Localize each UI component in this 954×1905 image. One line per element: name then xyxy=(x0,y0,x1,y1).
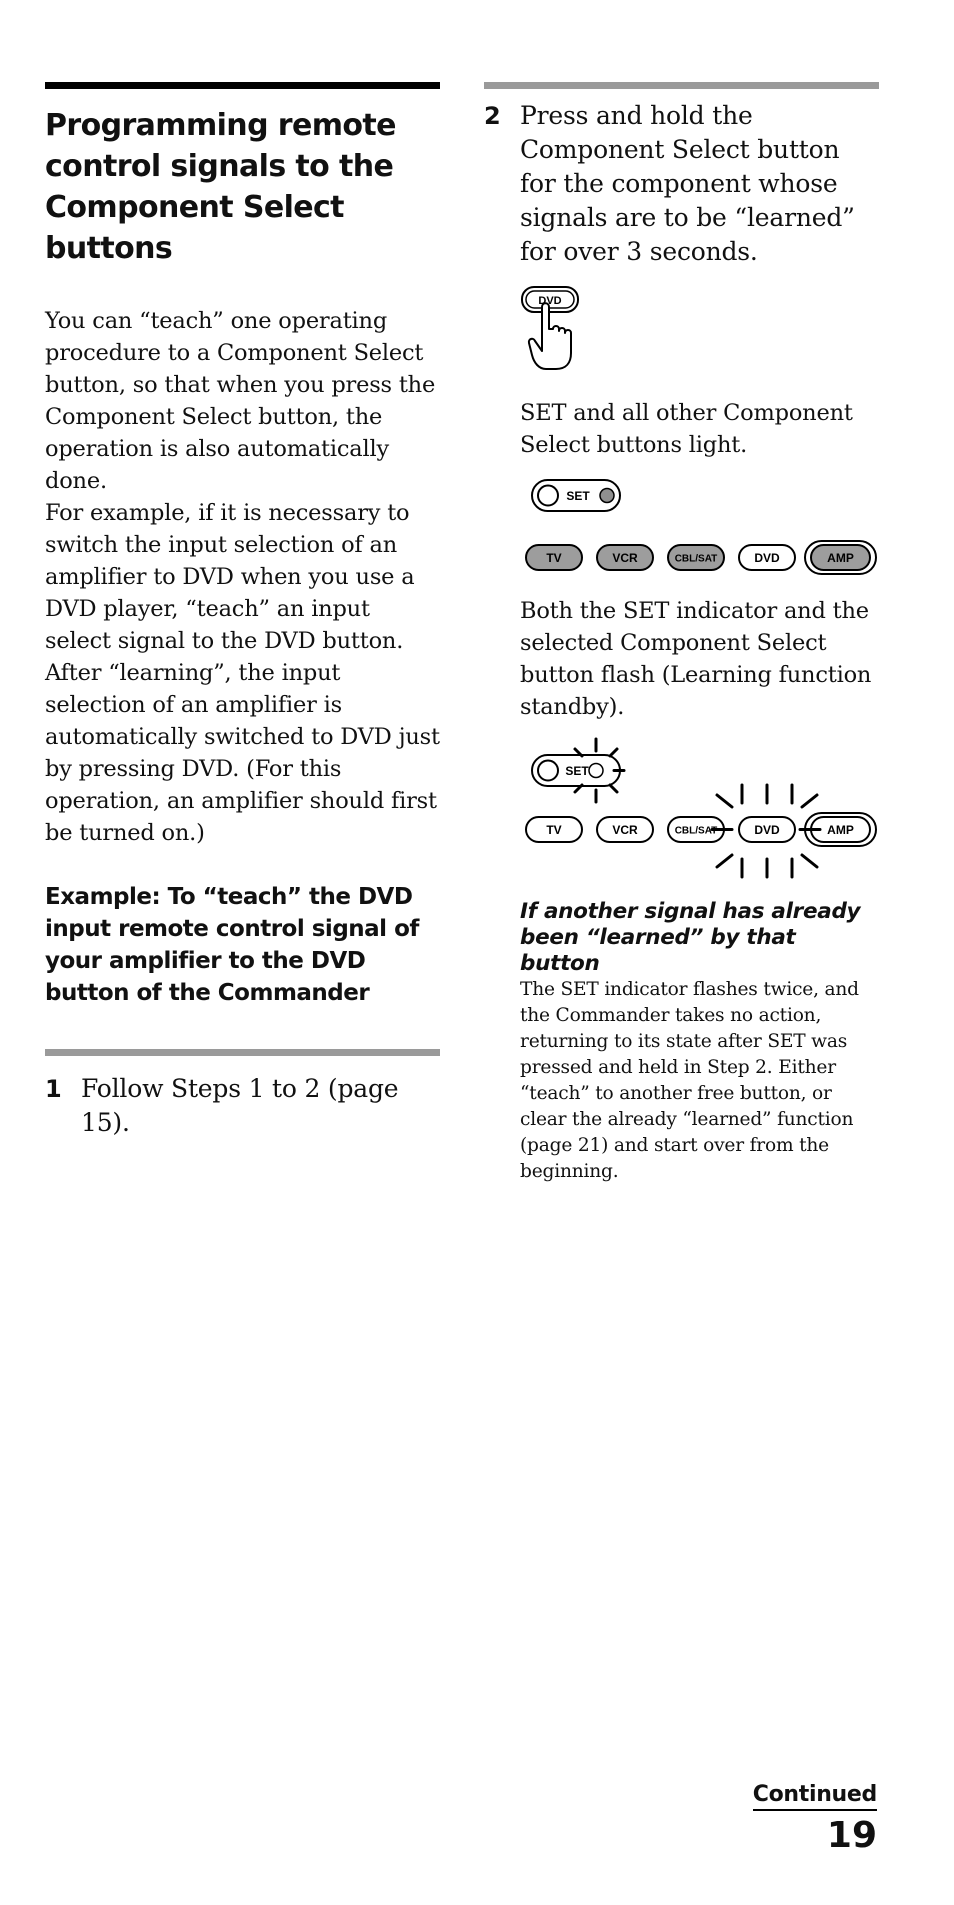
amp-button-label: AMP xyxy=(827,823,854,837)
dvd-button-label: DVD xyxy=(538,295,562,307)
example-paragraph: For example, if it is necessary to switch the input selection of an amplifier to DVD when you use a DVD player, “teach” an input select signal to the DVD button. After “learning”, the input selection of an amplifier is automatically switched to DVD just by pressing DVD. (For this operation, an amplifier should first be turned on.) xyxy=(45,500,440,846)
right-column xyxy=(484,82,879,1185)
step-1 xyxy=(45,1072,440,1140)
component-buttons-row xyxy=(526,541,876,574)
note-heading: If another signal has already been “learned” by that button xyxy=(520,899,861,976)
step-2 xyxy=(484,99,879,269)
set-label: SET xyxy=(566,489,590,503)
flash-text: Both the SET indicator and the selected Component Select button flash (Learning function standby). xyxy=(520,598,872,720)
step-rule xyxy=(484,82,879,89)
section-title: Programming remote control signals to the Component Select buttons xyxy=(45,108,396,266)
step-2-details xyxy=(520,285,879,1185)
step-1-number: 1 xyxy=(45,1075,62,1103)
pointing-hand-icon xyxy=(529,303,571,369)
after-press-text: SET and all other Component Select buttons light. xyxy=(520,400,853,458)
dvd-button-label: DVD xyxy=(754,823,780,837)
amp-button-label: AMP xyxy=(827,551,854,565)
component-buttons-row xyxy=(526,785,876,877)
intro-paragraph: You can “teach” one operating procedure to a Component Select button, so that when you press the Component Select button, the operation is also automatically done. xyxy=(45,308,436,494)
page-number: 19 xyxy=(826,1815,877,1856)
dvd-button-label: DVD xyxy=(754,551,780,565)
step-2-number: 2 xyxy=(484,102,501,130)
continued-label: Continued xyxy=(753,1782,877,1811)
vcr-button-label: VCR xyxy=(612,551,638,565)
section-rule xyxy=(45,82,440,89)
left-column xyxy=(45,82,440,1140)
set-label: SET xyxy=(565,764,589,778)
step-1-text: Follow Steps 1 to 2 (page 15). xyxy=(81,1074,399,1137)
lit-buttons-illustration xyxy=(520,473,895,581)
step-2-text: Press and hold the Component Select button for the component whose signals are to be “learned” for over 3 seconds. xyxy=(520,101,855,266)
tv-button-label: TV xyxy=(546,823,562,837)
step-rule xyxy=(45,1049,440,1056)
cbl-sat-button-label: CBL/SAT xyxy=(674,553,718,565)
set-indicator xyxy=(532,480,620,511)
set-indicator-flashing xyxy=(532,739,624,802)
dvd-press-illustration xyxy=(520,285,600,377)
cbl-sat-button-label: CBL/SAT xyxy=(674,825,718,837)
vcr-button-label: VCR xyxy=(612,823,638,837)
tv-button-label: TV xyxy=(546,551,562,565)
flashing-buttons-illustration xyxy=(520,733,895,883)
note-text: The SET indicator flashes twice, and the Commander takes no action, returning to its state after SET was pressed and held in Step 2. Either “teach” to another free button, or clear the already “learned” function (page 21) and start over from the beginning. xyxy=(520,979,859,1182)
example-heading: Example: To “teach” the DVD input remote control signal of your amplifier to the DVD button of the Commander xyxy=(45,884,419,1006)
